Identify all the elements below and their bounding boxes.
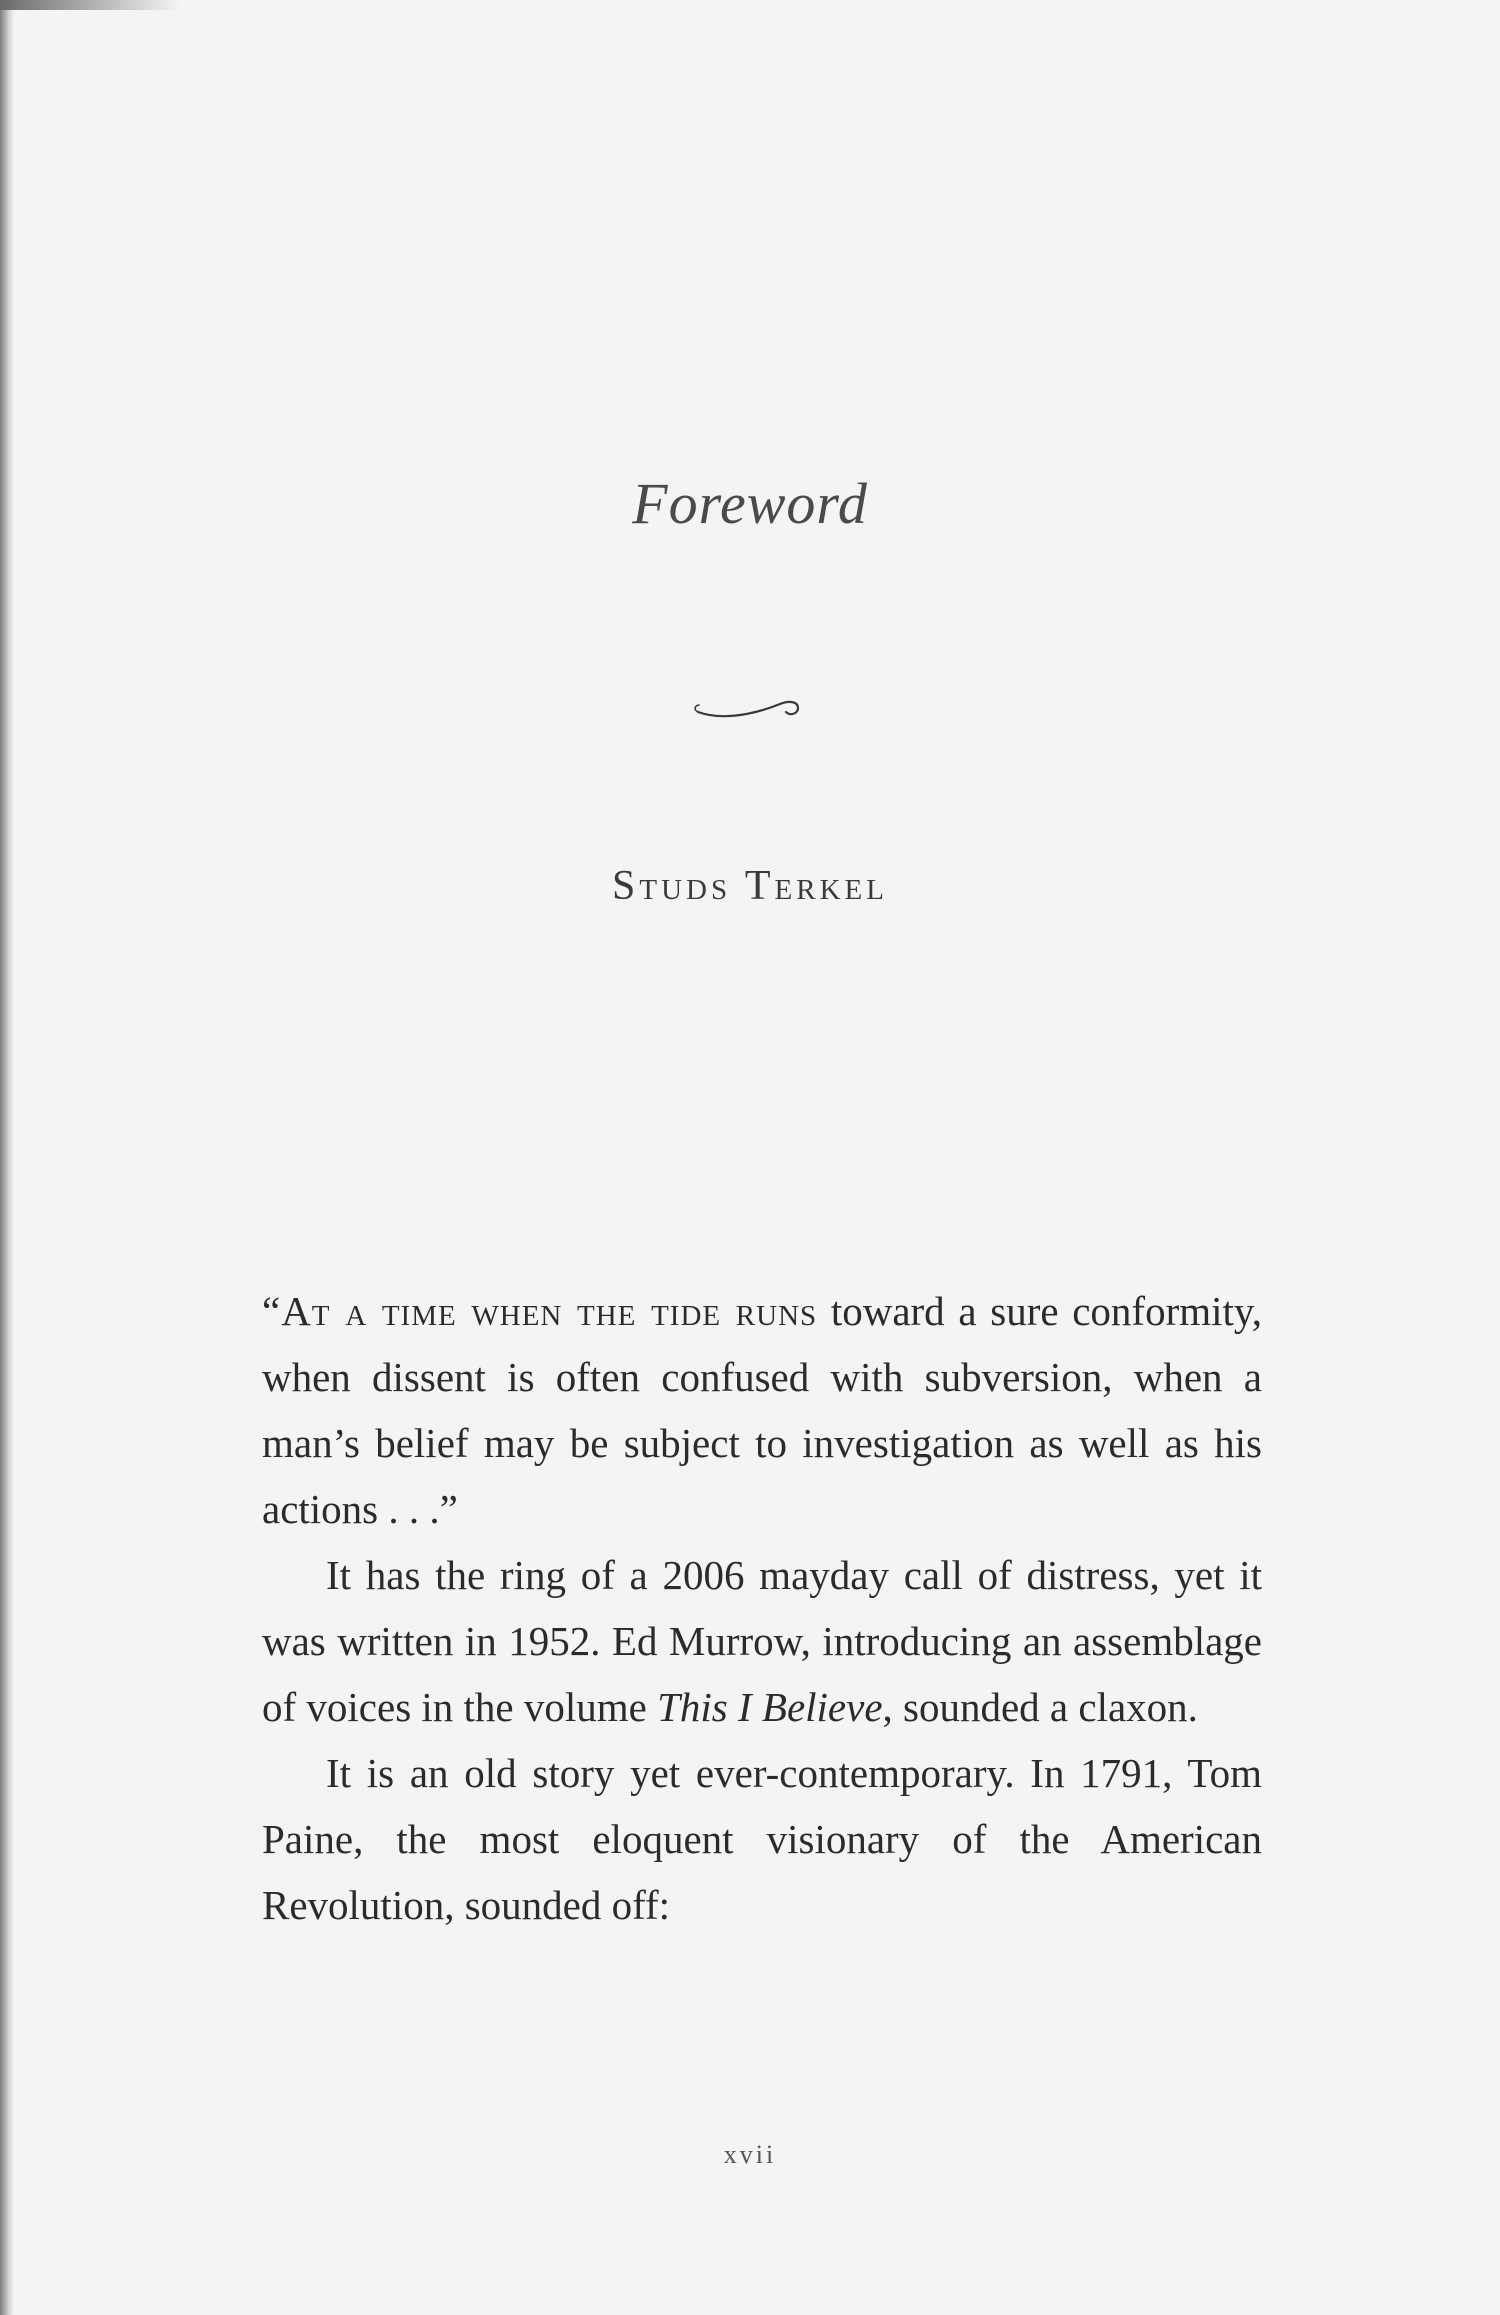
chapter-title: Foreword xyxy=(632,471,868,536)
chapter-author: Studs Terkel xyxy=(612,863,888,909)
paragraph-1 xyxy=(262,1278,1262,1542)
paragraph-2-text-before: It has the ring of a 2006 mayday call of distress, yet it was written in 1952. Ed Murrow, introducing an assemblage of voices in the volume xyxy=(262,1552,1262,1730)
book-title-italic: This I Believe xyxy=(657,1684,883,1730)
opening-small-caps: “At a time when the tide runs xyxy=(262,1288,818,1334)
body-text xyxy=(262,1278,1262,1938)
flourish-ornament-icon xyxy=(690,690,820,730)
page-number: xvii xyxy=(723,2140,777,2169)
paragraph-2 xyxy=(262,1542,1262,1740)
paragraph-2-text-after: , sounded a claxon. xyxy=(882,1684,1198,1730)
paragraph-3: It is an old story yet ever-contemporary. In 1791, Tom Paine, the most eloquent visionary of the American Revolution, sounded off: xyxy=(262,1750,1262,1928)
paragraph-1-text: toward a sure conformity, when dissent is often confused with subversion, when a man’s belief may be subject to investigation as well as his actions . . .” xyxy=(262,1288,1262,1532)
